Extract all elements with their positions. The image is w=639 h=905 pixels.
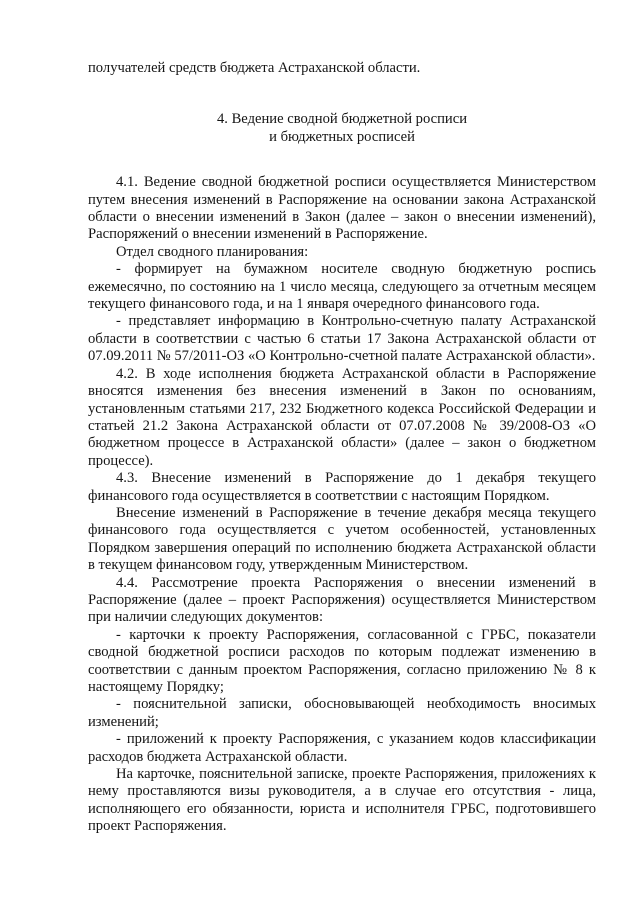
paragraph-list-item: - карточки к проекту Распоряжения, согласованной с ГРБС, показатели сводной бюджетной росписи расходов по которым подлежат изменению в соответствии с данным проектом Распоряжения, согласно приложению № 8 к настоящему Порядку; xyxy=(88,626,596,695)
paragraph-4-3: 4.3. Внесение изменений в Распоряжение до 1 декабря текущего финансового года осуществляется в соответствии с настоящим Порядком. xyxy=(88,470,596,504)
paragraph-4-2: 4.2. В ходе исполнения бюджета Астраханской области в Распоряжение вносятся изменения без внесения изменений в Закон по основаниям, установленным статьями 217, 232 Бюджетного кодекса Российской Федерации и статьей 21.2 Закона Астраханской области от 07.07.2008 № 39/2008-ОЗ «О бюджетном процессе в Астраханской области» (далее – закон о бюджетном процессе). xyxy=(88,365,596,469)
paragraph-department: Отдел сводного планирования: xyxy=(116,243,309,260)
paragraph-list-item: - приложений к проекту Распоряжения, с указанием кодов классификации расходов бюджета Астраханской области. xyxy=(88,731,596,765)
paragraph-4-4: 4.4. Рассмотрение проекта Распоряжения о внесении изменений в Распоряжение (далее – проект Распоряжения) осуществляется Министерством при наличии следующих документов: xyxy=(88,574,596,626)
section-title-line-1: 4. Ведение сводной бюджетной росписи xyxy=(216,111,468,128)
section-heading xyxy=(88,111,596,146)
paragraph-visas: На карточке, пояснительной записке, проекте Распоряжения, приложениях к нему проставляются визы руководителя, а в случае его отсутствия - лица, исполняющего его обязанности, юриста и исполнителя ГРБС, подготовившего проект Распоряжения. xyxy=(88,766,596,835)
lead-line: получателей средств бюджета Астраханской области. xyxy=(88,60,421,76)
paragraph-list-item: - формирует на бумажном носителе сводную бюджетную роспись ежемесячно, по состоянию на 1 число месяца, следующего за отчетным месяцем текущего финансового года, и на 1 января очередного финансового года. xyxy=(88,261,596,313)
paragraph-list-item: - пояснительной записки, обосновывающей необходимость вносимых изменений; xyxy=(88,696,596,730)
paragraph-4-1: 4.1. Ведение сводной бюджетной росписи осуществляется Министерством путем внесения изменений в Распоряжение на основании закона Астраханской области о внесении изменений в Закон (далее – закон о внесении изменений), Распоряжений о внесении изменений в Распоряжение. xyxy=(88,174,596,243)
paragraph-list-item: - представляет информацию в Контрольно-счетную палату Астраханской области в соответствии с частью 6 статьи 17 Закона Астраханской области от 07.09.2011 № 57/2011-ОЗ «О Контрольно-счетной палате Астраханской области». xyxy=(88,313,596,365)
paragraph-december: Внесение изменений в Распоряжение в течение декабря месяца текущего финансового года осуществляется с учетом особенностей, установленных Порядком завершения операций по исполнению бюджета Астраханской области в текущем финансовом году, утвержденным Министерством. xyxy=(88,504,596,574)
document-page xyxy=(88,60,596,836)
section-title-line-2: и бюджетных росписей xyxy=(269,128,415,145)
